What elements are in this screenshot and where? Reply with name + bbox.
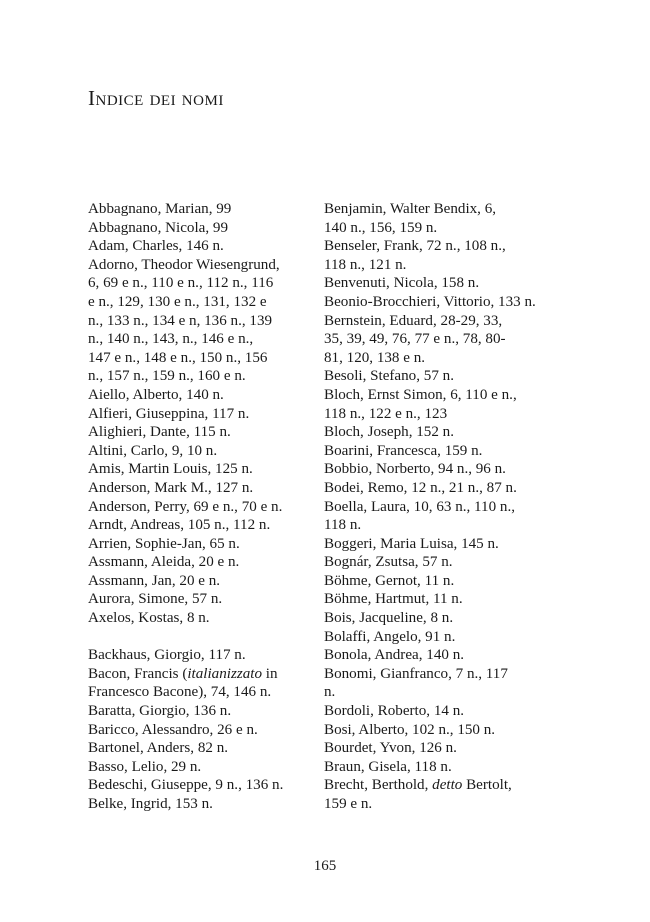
- italic-phrase: italianizzato: [187, 665, 262, 682]
- index-entry-line: Baratta, Giorgio, 136 n.: [88, 703, 232, 720]
- index-entry-line: Bobbio, Norberto, 94 n., 96 n.: [324, 461, 506, 478]
- index-entry-line: 147 e n., 148 e n., 150 n., 156: [88, 349, 268, 366]
- index-entry-line: Bonomi, Gianfranco, 7 n., 117: [324, 665, 508, 682]
- index-entry-line: Aurora, Simone, 57 n.: [88, 591, 223, 608]
- index-entry-line: Abbagnano, Nicola, 99: [88, 219, 229, 236]
- index-entry-line: n., 140 n., 143, n., 146 e n.,: [88, 331, 254, 348]
- index-entry-line: Böhme, Gernot, 11 n.: [324, 572, 455, 589]
- index-entry-line: Aiello, Alberto, 140 n.: [88, 386, 224, 403]
- index-entry-line: Adorno, Theodor Wiesengrund,: [88, 256, 280, 273]
- index-entry-line: Arndt, Andreas, 105 n., 112 n.: [88, 517, 271, 534]
- index-entry-line: Brecht, Berthold, detto Bertolt,: [324, 777, 512, 794]
- index-entry-line: 118 n., 121 n.: [324, 256, 407, 273]
- index-entry-line: 118 n., 122 e n., 123: [324, 405, 448, 422]
- index-entry-line: 81, 120, 138 e n.: [324, 349, 426, 366]
- index-entry-line: Braun, Gisela, 118 n.: [324, 758, 452, 775]
- index-entry-line: 6, 69 e n., 110 e n., 112 n., 116: [88, 275, 274, 292]
- index-entry-line: Alfieri, Giuseppina, 117 n.: [88, 405, 250, 422]
- index-entry-line: Abbagnano, Marian, 99: [88, 201, 232, 217]
- index-entry-line: Bonola, Andrea, 140 n.: [324, 647, 465, 664]
- index-entry-line: Belke, Ingrid, 153 n.: [88, 796, 213, 812]
- index-entry-line: Altini, Carlo, 9, 10 n.: [88, 442, 218, 459]
- index-column-right: [324, 200, 554, 814]
- index-entry-line: Assmann, Jan, 20 e n.: [88, 572, 221, 589]
- index-entry-line: n., 157 n., 159 n., 160 e n.: [88, 368, 246, 385]
- index-entry-line: Bourdet, Yvon, 126 n.: [324, 740, 457, 757]
- index-entry-line: Bognár, Zsutsa, 57 n.: [324, 554, 453, 571]
- index-entry-line: Boggeri, Maria Luisa, 145 n.: [324, 535, 499, 552]
- index-entry-line: e n., 129, 130 e n., 131, 132 e: [88, 293, 267, 310]
- italic-phrase: detto: [432, 777, 463, 794]
- index-column-left: [88, 200, 320, 814]
- index-entry-line: Bacon, Francis (italianizzato in: [88, 665, 278, 682]
- index-entry-line: Axelos, Kostas, 8 n.: [88, 610, 210, 627]
- index-entry-line: 159 e n.: [324, 796, 373, 812]
- index-entry-line: Bordoli, Roberto, 14 n.: [324, 703, 465, 720]
- index-entry-line: Benjamin, Walter Bendix, 6,: [324, 201, 497, 217]
- index-entry-line: Baricco, Alessandro, 26 e n.: [88, 721, 258, 738]
- index-entry-line: Arrien, Sophie-Jan, 65 n.: [88, 535, 240, 552]
- index-entry-line: Boarini, Francesca, 159 n.: [324, 442, 483, 459]
- index-entry-line: Bodei, Remo, 12 n., 21 n., 87 n.: [324, 479, 517, 496]
- index-entry-line: Backhaus, Giorgio, 117 n.: [88, 647, 246, 664]
- index-entry-line: Bedeschi, Giuseppe, 9 n., 136 n.: [88, 777, 284, 794]
- index-entry-line: Beonio-Brocchieri, Vittorio, 133 n.: [324, 293, 536, 310]
- index-entry-line: n., 133 n., 134 e n, 136 n., 139: [88, 312, 273, 329]
- index-entry-line: Anderson, Perry, 69 e n., 70 e n.: [88, 498, 283, 515]
- index-entry-line: Basso, Lelio, 29 n.: [88, 758, 202, 775]
- index-entry-line: Benseler, Frank, 72 n., 108 n.,: [324, 238, 506, 255]
- index-entry-line: Besoli, Stefano, 57 n.: [324, 368, 454, 385]
- section-gap: [88, 628, 320, 647]
- index-entry-line: Anderson, Mark M., 127 n.: [88, 479, 254, 496]
- index-entry-line: Alighieri, Dante, 115 n.: [88, 424, 231, 441]
- index-entry-line: Bernstein, Eduard, 28-29, 33,: [324, 312, 503, 329]
- index-entry-line: 35, 39, 49, 76, 77 e n., 78, 80-: [324, 331, 506, 348]
- page-number: 165: [313, 858, 337, 874]
- index-entry-line: Amis, Martin Louis, 125 n.: [88, 461, 253, 478]
- index-entry-line: Bolaffi, Angelo, 91 n.: [324, 628, 456, 645]
- page-title: Indice dei nomi: [88, 86, 224, 110]
- index-entry-line: Francesco Bacone), 74, 146 n.: [88, 684, 272, 701]
- index-entry-line: Benvenuti, Nicola, 158 n.: [324, 275, 480, 292]
- index-entry-line: 118 n.: [324, 517, 362, 534]
- index-entry-line: Bois, Jacqueline, 8 n.: [324, 610, 454, 627]
- index-entry-line: 140 n., 156, 159 n.: [324, 219, 438, 236]
- index-entry-line: Assmann, Aleida, 20 e n.: [88, 554, 240, 571]
- index-entry-line: Adam, Charles, 146 n.: [88, 238, 224, 255]
- index-entry-line: Bloch, Joseph, 152 n.: [324, 424, 454, 441]
- index-entry-line: Bloch, Ernst Simon, 6, 110 e n.,: [324, 386, 517, 403]
- index-entry-line: Böhme, Hartmut, 11 n.: [324, 591, 463, 608]
- index-entry-line: Boella, Laura, 10, 63 n., 110 n.,: [324, 498, 516, 515]
- index-entry-line: n.: [324, 684, 336, 701]
- index-entry-line: Bartonel, Anders, 82 n.: [88, 740, 229, 757]
- index-entry-line: Bosi, Alberto, 102 n., 150 n.: [324, 721, 496, 738]
